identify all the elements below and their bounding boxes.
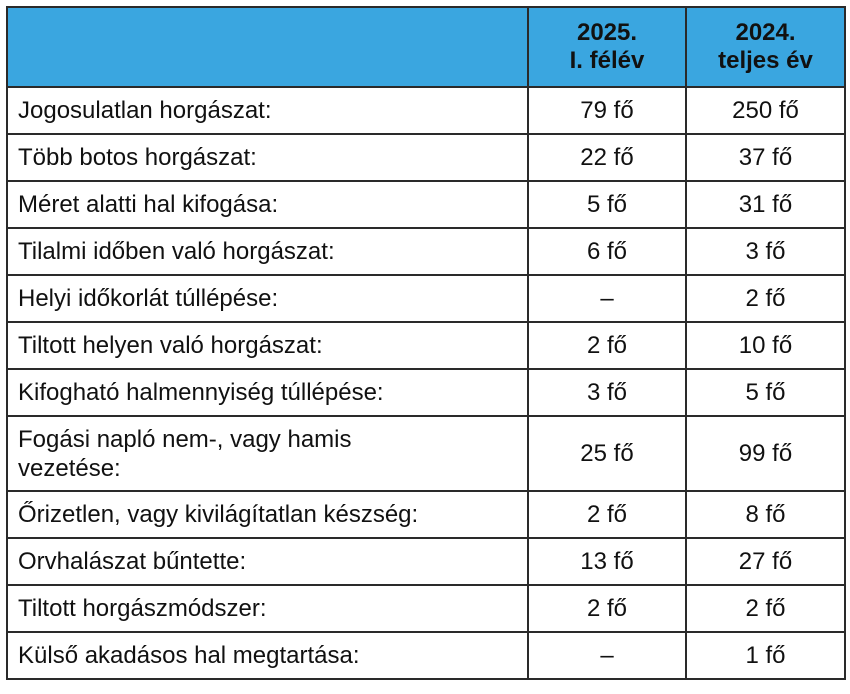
row-label: Őrizetlen, vagy kivilágítatlan készség:	[7, 491, 528, 538]
value-2025: –	[528, 632, 686, 679]
row-label: Tiltott horgászmódszer:	[7, 585, 528, 632]
header-2024-period: teljes év	[718, 47, 813, 74]
value-2024: 2 fő	[686, 585, 845, 632]
offense-statistics-table	[6, 6, 846, 680]
header-2024-year: 2024.	[735, 19, 796, 46]
value-2024: 3 fő	[686, 228, 845, 275]
value-2025: 6 fő	[528, 228, 686, 275]
row-label: Helyi időkorlát túllépése:	[7, 275, 528, 322]
table-row	[7, 134, 845, 181]
value-2024: 10 fő	[686, 322, 845, 369]
offense-statistics-table-container	[6, 6, 844, 688]
header-2025-year: 2025.	[576, 19, 638, 46]
value-2025: 13 fő	[528, 538, 686, 585]
row-label: Több botos horgászat:	[7, 134, 528, 181]
value-2025: 2 fő	[528, 491, 686, 538]
header-cell-label	[7, 7, 528, 87]
table-row	[7, 491, 845, 538]
value-2025: 5 fő	[528, 181, 686, 228]
table-body	[7, 87, 845, 679]
table-row	[7, 87, 845, 134]
table-row	[7, 585, 845, 632]
value-2024: 99 fő	[686, 416, 845, 491]
value-2024: 250 fő	[686, 87, 845, 134]
table-row	[7, 181, 845, 228]
table-row	[7, 632, 845, 679]
value-2025: 2 fő	[528, 585, 686, 632]
table-row	[7, 416, 845, 491]
value-2025: 3 fő	[528, 369, 686, 416]
table-header	[7, 7, 845, 87]
table-row	[7, 369, 845, 416]
row-label	[7, 416, 528, 491]
value-2024: 8 fő	[686, 491, 845, 538]
table-row	[7, 538, 845, 585]
value-2024: 2 fő	[686, 275, 845, 322]
value-2024: 31 fő	[686, 181, 845, 228]
value-2025: 22 fő	[528, 134, 686, 181]
row-label: Jogosulatlan horgászat:	[7, 87, 528, 134]
header-cell-2025	[528, 7, 686, 87]
table-row	[7, 322, 845, 369]
value-2025: –	[528, 275, 686, 322]
value-2024: 1 fő	[686, 632, 845, 679]
value-2024: 27 fő	[686, 538, 845, 585]
table-row	[7, 275, 845, 322]
row-label: Külső akadásos hal megtartása:	[7, 632, 528, 679]
header-row	[7, 7, 845, 87]
row-label: Tiltott helyen való horgászat:	[7, 322, 528, 369]
value-2024: 5 fő	[686, 369, 845, 416]
value-2025: 79 fő	[528, 87, 686, 134]
header-cell-2024	[686, 7, 845, 87]
value-2024: 37 fő	[686, 134, 845, 181]
row-label: Kifogható halmennyiség túllépése:	[7, 369, 528, 416]
value-2025: 25 fő	[528, 416, 686, 491]
table-row	[7, 228, 845, 275]
header-2025-period: I. félév	[569, 47, 645, 74]
row-label: Méret alatti hal kifogása:	[7, 181, 528, 228]
row-label-line-2: vezetése:	[18, 454, 121, 482]
row-label: Tilalmi időben való horgászat:	[7, 228, 528, 275]
value-2025: 2 fő	[528, 322, 686, 369]
row-label: Orvhalászat bűntette:	[7, 538, 528, 585]
row-label-line-1: Fogási napló nem-, vagy hamis	[18, 425, 352, 453]
